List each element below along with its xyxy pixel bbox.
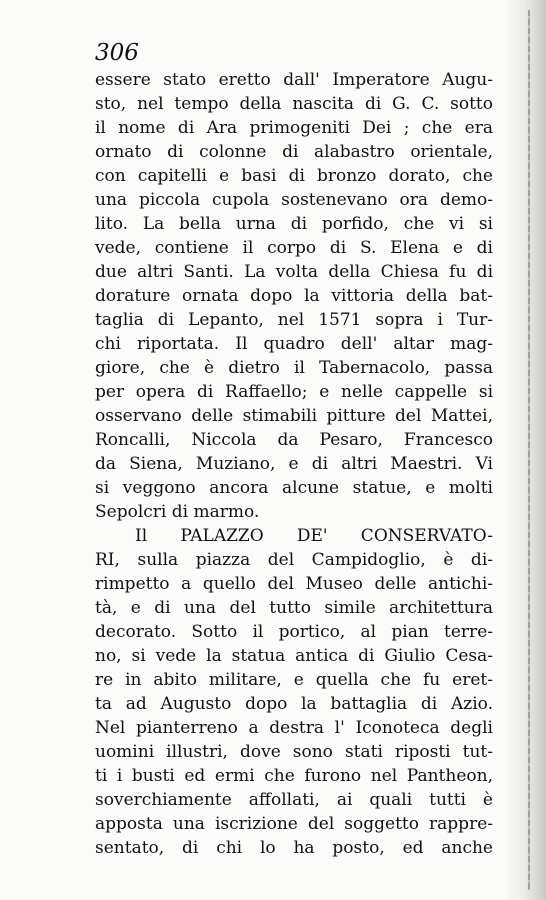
text-line: sto, nel tempo della nascita di G. C. sotto	[95, 94, 493, 114]
text-line: chi riportata. Il quadro dell' altar mag-	[95, 334, 493, 354]
section-heading-line: Il PALAZZO DE' CONSERVATO-	[135, 526, 493, 546]
text-line: una piccola cupola sostenevano ora demo-	[95, 190, 493, 210]
text-line: decorato. Sotto il portico, al pian terre-	[95, 622, 493, 642]
text-line: no, si vede la statua antica di Giulio Cesa-	[95, 646, 493, 666]
page-text-block	[95, 38, 493, 860]
text-line: apposta una iscrizione del soggetto rappre-	[95, 814, 493, 834]
text-line: osservano delle stimabili pitture del Mattei,	[95, 406, 493, 426]
text-line: ta ad Augusto dopo la battaglia di Azio.	[95, 694, 493, 714]
text-line: ti i busti ed ermi che furono nel Pantheon,	[95, 766, 493, 786]
text-line: due altri Santi. La volta della Chiesa fu di	[95, 262, 493, 282]
text-line: lito. La bella urna di porfido, che vi si	[95, 214, 493, 234]
text-line: Roncalli, Niccola da Pesaro, Francesco	[95, 430, 493, 450]
text-line: Nel pianterreno a destra l' Iconoteca degli	[95, 718, 493, 738]
text-line: vede, contiene il corpo di S. Elena e di	[95, 238, 493, 258]
text-line: essere stato eretto dall' Imperatore Augu-	[95, 70, 493, 90]
text-line: il nome di Ara primogeniti Dei ; che era	[95, 118, 493, 138]
text-line: RI, sulla piazza del Campidoglio, è di-	[95, 550, 493, 570]
text-line: si veggono ancora alcune statue, e molti	[95, 478, 493, 498]
text-line: taglia di Lepanto, nel 1571 sopra i Tur-	[95, 310, 493, 330]
text-line: rimpetto a quello del Museo delle antichi-	[95, 574, 493, 594]
text-line: sentato, di chi lo ha posto, ed anche	[95, 838, 493, 858]
text-line: soverchiamente affollati, ai quali tutti è	[95, 790, 493, 810]
binding-gutter	[508, 0, 546, 900]
text-line: re in abito militare, e quella che fu eret-	[95, 670, 493, 690]
text-line: Sepolcri di marmo.	[95, 502, 260, 522]
text-line: per opera di Raffaello; e nelle cappelle si	[95, 382, 493, 402]
text-line: uomini illustri, dove sono stati riposti tut-	[95, 742, 493, 762]
text-line: da Siena, Muziano, e di altri Maestri. Vi	[95, 454, 493, 474]
text-line: con capitelli e basi di bronzo dorato, che	[95, 166, 493, 186]
binding-edge	[528, 10, 530, 890]
text-line: giore, che è dietro il Tabernacolo, passa	[95, 358, 493, 378]
page-number: 306	[95, 40, 139, 66]
text-line: ornato di colonne di alabastro orientale,	[95, 142, 493, 162]
text-line: tà, e di una del tutto simile architettura	[95, 598, 493, 618]
text-line: dorature ornata dopo la vittoria della bat-	[95, 286, 493, 306]
